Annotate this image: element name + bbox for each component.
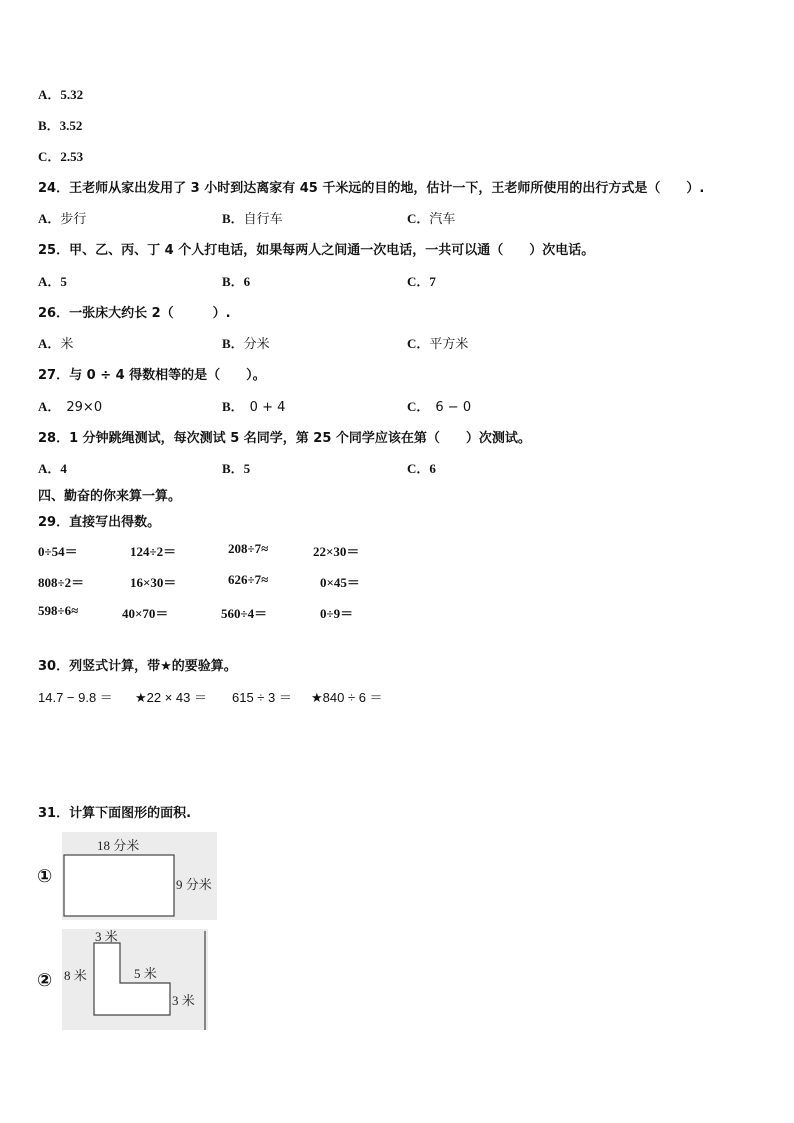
q29-item: 16×30＝ xyxy=(130,575,177,590)
figure-2-label-right: 3 米 xyxy=(172,993,195,1008)
section-title: 四、勤奋的你来算一算。 xyxy=(38,489,182,504)
figure-2-marker: ② xyxy=(37,970,53,991)
q25-option-a: A．5 xyxy=(38,274,67,289)
q27-option-c: C． 6 − 0 xyxy=(407,399,472,415)
figure-2-label-mid: 5 米 xyxy=(134,966,157,981)
figure-2-lshape xyxy=(62,929,208,1030)
q30-item: 615 ÷ 3 ＝ xyxy=(232,690,292,705)
q26-option-c: C．平方米 xyxy=(407,336,469,352)
q29-item: 22×30＝ xyxy=(313,544,360,559)
q27-question: 27．与 0 ÷ 4 得数相等的是（ ）。 xyxy=(38,368,266,383)
q27-option-b: B． 0 + 4 xyxy=(222,399,286,415)
figure-1-side-label: 9 分米 xyxy=(176,877,212,892)
q24-option-b: B．自行车 xyxy=(222,211,283,227)
q27-option-a: A． 29×0 xyxy=(38,399,103,415)
q29-item: 40×70＝ xyxy=(122,606,169,621)
q29-item: 0×45＝ xyxy=(320,575,360,590)
q25-option-b: B．6 xyxy=(222,274,251,289)
q29-item: 808÷2＝ xyxy=(38,575,85,590)
q28-option-a: A．4 xyxy=(38,461,67,476)
q23-option-a: A．5.32 xyxy=(38,87,84,102)
q26-question: 26．一张床大约长 2（ ）. xyxy=(38,306,231,321)
q28-option-c: C．6 xyxy=(407,461,436,476)
q29-item: 560÷4＝ xyxy=(221,606,268,621)
q23-option-c: C．2.53 xyxy=(38,149,84,164)
figure-1-top-label: 18 分米 xyxy=(97,838,140,853)
q29-item: 0÷9＝ xyxy=(320,606,354,621)
q24-option-c: C．汽车 xyxy=(407,211,456,227)
q24-question: 24．王老师从家出发用了 3 小时到达离家有 45 千米远的目的地，估计一下，王老师所使用的出行方式是（ ）. xyxy=(38,181,705,196)
q29-item: 124÷2＝ xyxy=(130,544,177,559)
figure-2-label-left: 8 米 xyxy=(64,968,87,983)
q31-question: 31．计算下面图形的面积. xyxy=(38,806,192,821)
q28-question: 28．1 分钟跳绳测试，每次测试 5 名同学，第 25 个同学应该在第（ ）次测试。 xyxy=(38,431,531,446)
q29-question: 29．直接写出得数。 xyxy=(38,515,161,530)
figure-1-marker: ① xyxy=(37,866,53,887)
q25-question: 25．甲、乙、丙、丁 4 个人打电话，如果每两人之间通一次电话，一共可以通（ ）次电话。 xyxy=(38,243,595,258)
q30-item: ★22 × 43 ＝ xyxy=(135,690,208,705)
q29-item: 208÷7≈ xyxy=(228,541,269,556)
q26-option-a: A．米 xyxy=(38,336,74,352)
q23-option-b: B．3.52 xyxy=(38,118,83,133)
q30-question: 30．列竖式计算，带★的要验算。 xyxy=(38,659,237,674)
q29-item: 626÷7≈ xyxy=(228,572,269,587)
q25-option-c: C．7 xyxy=(407,274,436,289)
q30-item: ★840 ÷ 6 ＝ xyxy=(311,690,383,705)
q29-item: 598÷6≈ xyxy=(38,603,79,618)
q28-option-b: B．5 xyxy=(222,461,251,476)
figure-2-label-top: 3 米 xyxy=(95,929,118,944)
q24-option-a: A．步行 xyxy=(38,211,87,227)
q26-option-b: B．分米 xyxy=(222,336,270,352)
q30-item: 14.7 − 9.8 ＝ xyxy=(38,690,113,705)
figure-1-rectangle xyxy=(62,832,217,920)
q29-item: 0÷54＝ xyxy=(38,544,78,559)
